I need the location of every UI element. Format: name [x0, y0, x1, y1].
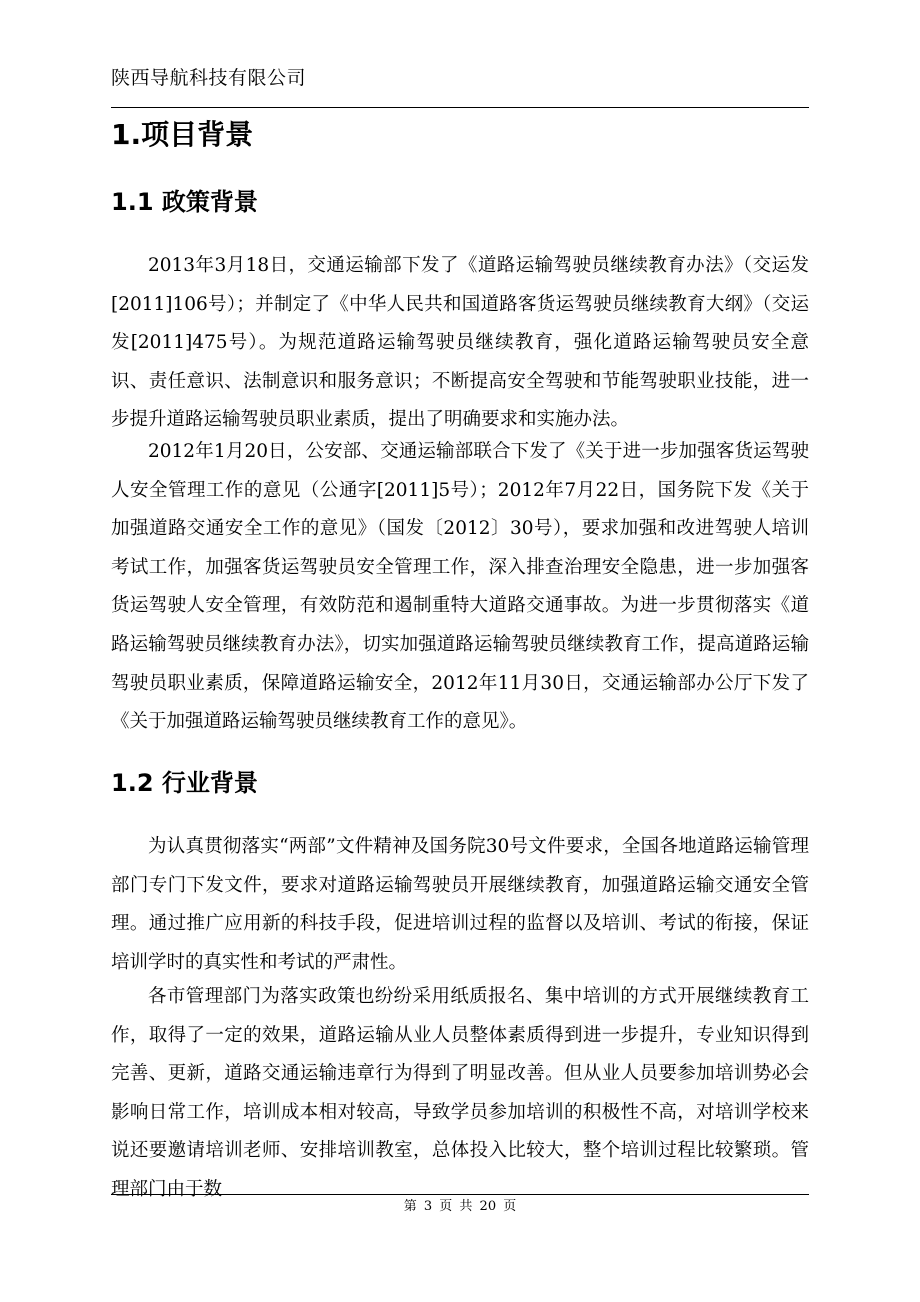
page-number: 第 3 页 共 20 页 [403, 1199, 517, 1214]
section-title: 1.项目背景 [111, 118, 254, 151]
policy-paragraph-2: 2012年1月20日，公安部、交通运输部联合下发了《关于进一步加强客货运驾驶人安全管理工作的意见（公通字[2011]5号）；2012年7月22日，国务院下发《关于加强道路交通安全工作的意见》（国发〔2012〕30号），要求加强和改进驾驶人培训考试工作，加强客货运驾驶员安全管理工作，深入排查治理安全隐患，进一步加强客货运驾驶人安全管理，有效防范和遏制重特大道路交通事故。为进一步贯彻落实《道路运输驾驶员继续教育办法》，切实加强道路运输驾驶员继续教育工作，提高道路运输驾驶员职业素质，保障道路运输安全，2012年11月30日，交通运输部办公厅下发了《关于加强道路运输驾驶员继续教育工作的意见》。 [111, 441, 809, 733]
policy-heading: 1.1 政策背景 [111, 188, 258, 216]
header-divider [111, 107, 809, 108]
policy-paragraph-1: 2013年3月18日，交通运输部下发了《道路运输驾驶员继续教育办法》（交运发[2011]106号）；并制定了《中华人民共和国道路客货运驾驶员继续教育大纲》（交运发[2011]475号）。为规范道路运输驾驶员继续教育，强化道路运输驾驶员安全意识、责任意识、法制意识和服务意识；不断提高安全驾驶和节能驾驶职业技能，进一步提升道路运输驾驶员职业素质，提出了明确要求和实施办法。 [111, 255, 809, 431]
header-company-name: 陕西导航科技有限公司 [111, 67, 307, 89]
industry-heading: 1.2 行业背景 [111, 769, 258, 797]
industry-paragraph-1: 为认真贯彻落实“两部”文件精神及国务院30号文件要求，全国各地道路运输管理部门专门下发文件，要求对道路运输驾驶员开展继续教育，加强道路运输交通安全管理。通过推广应用新的科技手段，促进培训过程的监督以及培训、考试的衔接，保证培训学时的真实性和考试的严肃性。 [111, 836, 809, 973]
industry-paragraph-2: 各市管理部门为落实政策也纷纷采用纸质报名、集中培训的方式开展继续教育工作，取得了一定的效果，道路运输从业人员整体素质得到进一步提升，专业知识得到完善、更新，道路交通运输违章行为得到了明显改善。但从业人员要参加培训势必会影响日常工作，培训成本相对较高，导致学员参加培训的积极性不高，对培训学校来说还要邀请培训老师、安排培训教室，总体投入比较大，整个培训过程比较繁琐。管理部门由于数 [111, 986, 809, 1200]
footer-divider [111, 1194, 809, 1195]
